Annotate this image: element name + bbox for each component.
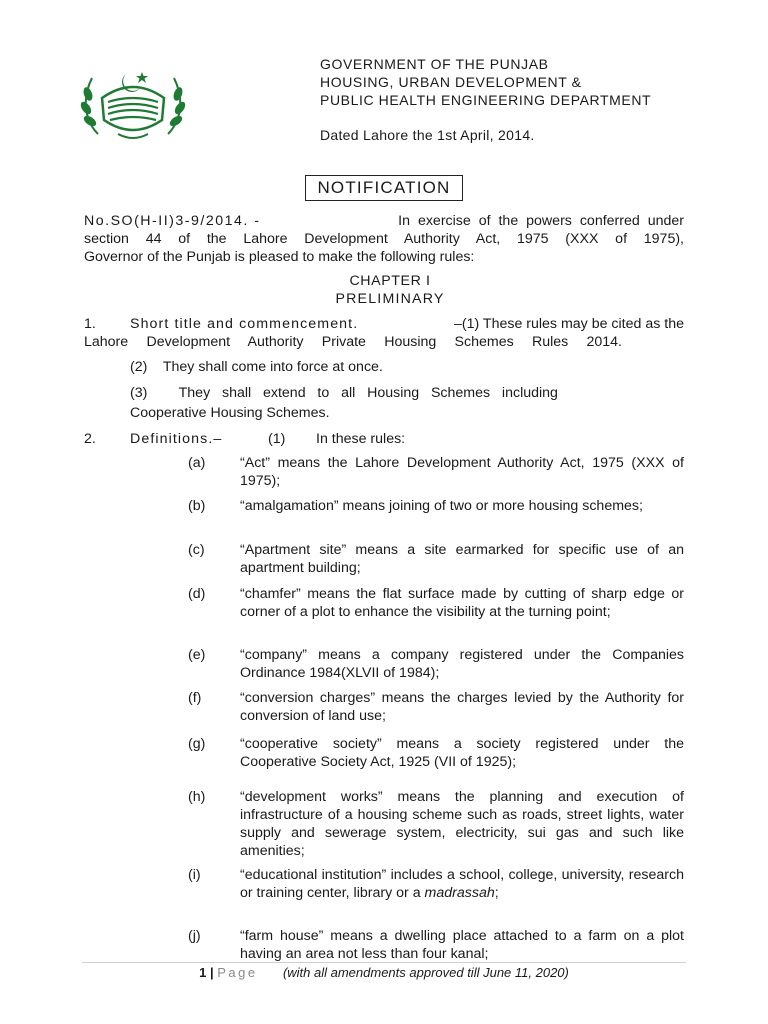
intro-line2: section 44 of the Lahore Development Authority Act, 1975 (XXX of 1975), — [84, 231, 684, 247]
definition-label-f: (f) — [188, 690, 202, 706]
rule2-sub: (1) — [268, 431, 286, 447]
rule1-line1 — [130, 315, 684, 333]
intro-line3: Governor of the Punjab is pleased to make the following rules: — [84, 249, 475, 265]
definition-i-italic: madrassah — [424, 885, 495, 901]
rule1-text: –(1) These rules may be cited as the — [453, 316, 684, 332]
definition-label-g: (g) — [188, 736, 206, 752]
definition-label-c: (c) — [188, 542, 205, 558]
rule2-text: In these rules: — [316, 431, 406, 447]
definition-label-e: (e) — [188, 647, 206, 663]
intro-line1 — [84, 212, 684, 230]
definition-label-a: (a) — [188, 455, 206, 471]
notification-title: NOTIFICATION — [305, 175, 463, 201]
dated-line: Dated Lahore the 1st April, 2014. — [320, 127, 535, 143]
rule2-heading: Definitions.– — [130, 431, 223, 447]
definition-d: “chamfer” means the flat surface made by cutting of sharp edge or corner of a plot to enhance the visibility at the turning point; — [240, 586, 684, 620]
footer-divider — [82, 962, 686, 963]
rule1-sub3-line2: Cooperative Housing Schemes. — [130, 405, 330, 421]
rule1-line2: Lahore Development Authority Private Housing Schemes Rules 2014. — [84, 334, 622, 350]
definition-i-text: “educational institution” includes a school, college, university, research or training center, library or a — [240, 867, 684, 901]
definition-label-i: (i) — [188, 867, 201, 883]
page-word: Page — [217, 965, 258, 980]
header-department-line2: PUBLIC HEALTH ENGINEERING DEPARTMENT — [320, 92, 652, 108]
intro-text: In exercise of the powers conferred under — [398, 213, 684, 229]
rule2-number: 2. — [84, 431, 96, 447]
footer-separator: | — [210, 965, 214, 980]
definition-label-b: (b) — [188, 498, 206, 514]
footer-note: (with all amendments approved till June 11, 2020) — [282, 965, 569, 980]
rule1-sub3-line1: (3) They shall extend to all Housing Schemes including — [130, 385, 558, 401]
page-footer — [0, 965, 768, 981]
punjab-emblem-icon — [78, 64, 188, 144]
chapter-subtitle: PRELIMINARY — [335, 291, 445, 307]
rule1-heading: Short title and commencement. — [130, 316, 359, 332]
definition-b: “amalgamation” means joining of two or more housing schemes; — [240, 498, 643, 514]
page-number: 1 — [199, 965, 207, 980]
definition-h: “development works” means the planning and execution of infrastructure of a housing scheme such as roads, street lights, water supply and sewerage system, electricity, sui gas and such like amenities; — [240, 789, 684, 859]
definition-e: “company” means a company registered under the Companies Ordinance 1984(XLVII of 1984); — [240, 647, 684, 681]
header-government: GOVERNMENT OF THE PUNJAB — [320, 56, 549, 72]
definition-i-tail: ; — [494, 885, 499, 901]
definition-j: “farm house” means a dwelling place attached to a farm on a plot having an area not less than four kanal; — [240, 928, 684, 962]
definition-i — [240, 866, 684, 902]
notification-number: No.SO(H-II)3-9/2014. - — [84, 213, 261, 229]
header-department-line1: HOUSING, URBAN DEVELOPMENT & — [320, 74, 582, 90]
definition-g: “cooperative society” means a society registered under the Cooperative Society Act, 1925 (VII of 1925); — [240, 736, 684, 770]
chapter-title: CHAPTER I — [349, 273, 431, 289]
definition-f: “conversion charges” means the charges levied by the Authority for conversion of land use; — [240, 690, 684, 724]
definition-label-h: (h) — [188, 789, 206, 805]
rule1-number: 1. — [84, 316, 96, 332]
rule1-sub2: (2) They shall come into force at once. — [130, 359, 383, 375]
definition-c: “Apartment site” means a site earmarked for specific use of an apartment building; — [240, 542, 684, 576]
definition-label-d: (d) — [188, 586, 206, 602]
definition-label-j: (j) — [188, 928, 201, 944]
definition-a: “Act” means the Lahore Development Authority Act, 1975 (XXX of 1975); — [240, 455, 684, 489]
